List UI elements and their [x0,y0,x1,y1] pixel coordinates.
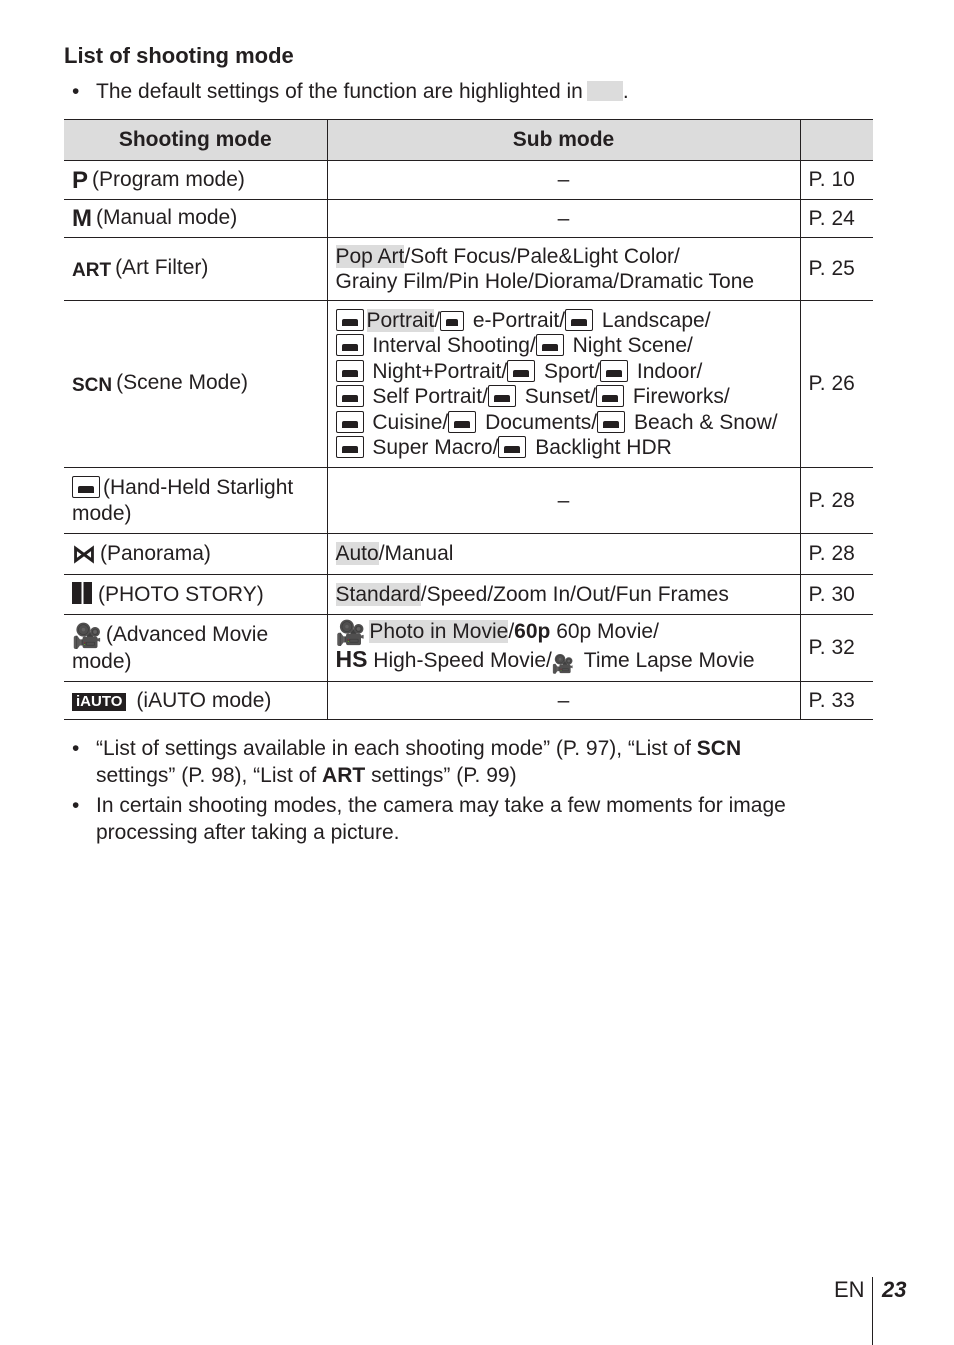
footer-language: EN [834,1277,865,1302]
sub-mode-cell: Auto/Manual [327,534,800,575]
mode-cell: ⋈ (Panorama) [64,534,327,575]
footer-divider [872,1277,873,1345]
art-glyph: ART [322,764,366,787]
table-row [64,161,873,200]
header-page [800,120,873,161]
sub-mode-cell: Pop Art/Soft Focus/Pale&Light Color/ Grainy Film/Pin Hole/Diorama/Dramatic Tone [327,238,800,301]
60p-icon: 60p [514,620,551,643]
cuisine-icon [336,411,364,433]
hand-held-starlight-icon [72,476,100,498]
beach-snow-icon [597,411,625,433]
shooting-mode-table [64,119,873,720]
scn-glyph: SCN [696,737,742,760]
program-mode-icon: P [72,166,89,194]
highlight-swatch [587,81,623,101]
landscape-icon [565,309,593,331]
intro-bullet: • The default settings of the function are highlighted in . [72,78,862,105]
documents-icon [448,411,476,433]
sub-mode-cell: – [327,682,800,720]
time-lapse-icon: 🎥 [551,653,575,674]
mode-cell: ART (Art Filter) [64,238,327,301]
scene-mode-icon: SCN [72,374,113,396]
table-row [64,200,873,238]
night-portrait-icon [336,360,364,382]
table-row [64,468,873,534]
header-sub-mode: Sub mode [327,120,800,161]
sport-icon [507,360,535,382]
sub-mode-cell: – [327,468,800,534]
sub-mode-cell: Portrait/ e-Portrait/ Landscape/ Interval Shooting/ Night Scene/ Night+Portrait/ Sport/ Indoor/ Self Portrait/ Sunset/ Fireworks/ Cuisine/ Documents/ Beach & Snow/ Super Macro/ Backlight HDR [327,301,800,468]
page-ref: P. 30 [800,575,873,615]
page-ref: P. 32 [800,615,873,682]
interval-shooting-icon [336,334,364,356]
page-ref: P. 28 [800,468,873,534]
backlight-hdr-icon [498,436,526,458]
page-ref: P. 25 [800,238,873,301]
header-shooting-mode: Shooting mode [64,120,327,161]
sub-mode-cell: – [327,161,800,200]
page-ref: P. 24 [800,200,873,238]
mode-cell: P (Program mode) [64,161,327,200]
sub-mode-cell: 🎥 Photo in Movie/60p 60p Movie/ HS High-Speed Movie/🎥 Time Lapse Movie [327,615,800,682]
sub-mode-cell: – [327,200,800,238]
super-macro-icon [336,436,364,458]
note-processing: • In certain shooting modes, the camera may take a few moments for image processing after taking a picture. [72,792,862,846]
table-row [64,301,873,468]
panorama-icon: ⋈ [72,540,96,568]
sunset-icon [488,385,516,407]
e-portrait-icon [440,311,464,331]
mode-cell: iAUTO (iAUTO mode) [64,682,327,720]
table-header-row [64,120,873,161]
fireworks-icon [596,385,624,407]
table-row [64,238,873,301]
photo-in-movie-icon: 🎥 [335,620,366,647]
sub-mode-cell: Standard/Speed/Zoom In/Out/Fun Frames [327,575,800,615]
page-ref: P. 26 [800,301,873,468]
table-row [64,615,873,682]
art-filter-icon: ART [72,259,112,281]
mode-cell: (Hand-Held Starlight mode) [64,468,327,534]
table-row [64,534,873,575]
mode-cell: M (Manual mode) [64,200,327,238]
note-settings-list: • “List of settings available in each shooting mode” (P. 97), “List of SCN settings” (P. 98), “List of ART settings” (P. 99) [72,735,862,789]
page-ref: P. 33 [800,682,873,720]
mode-cell: (PHOTO STORY) [64,575,327,615]
page-number: 23 [882,1277,907,1302]
table-row [64,575,873,615]
manual-mode-icon: M [72,205,92,233]
page-title: List of shooting mode [64,43,294,68]
self-portrait-icon [336,385,364,407]
portrait-icon [336,309,364,331]
table-row [64,682,873,720]
mode-cell: 🎥 (Advanced Movie mode) [64,615,327,682]
intro-text: The default settings of the function are highlighted in [96,80,583,103]
photo-story-icon [72,582,92,604]
indoor-icon [600,360,628,382]
night-scene-icon [536,334,564,356]
advanced-movie-icon: 🎥 [72,622,102,650]
high-speed-icon: HS [335,645,368,672]
mode-cell: SCN (Scene Mode) [64,301,327,468]
page-ref: P. 10 [800,161,873,200]
iauto-icon: iAUTO [72,693,126,711]
page-ref: P. 28 [800,534,873,575]
